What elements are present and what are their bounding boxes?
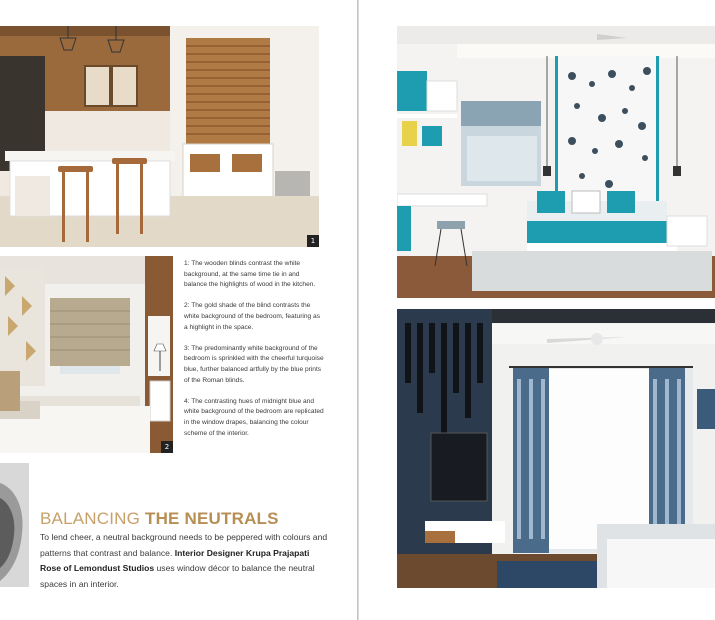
photo-captions <box>184 259 324 450</box>
heading-bold-part: THE NEUTRALS <box>145 509 279 528</box>
intro-text-1: To lend cheer, a neutral background needs to be peppered with colours and patterns that contrast and balance. <box>40 532 328 558</box>
caption-4: 4: The contrasting hues of midnight blue and white background of the bedroom are replicated in the window drapes, balancing the colour scheme of the interior. <box>184 397 324 437</box>
partial-portrait-photo <box>0 463 29 587</box>
turquoise-bedroom-photo <box>397 26 715 298</box>
intro-designer-credit: Interior Designer Krupa Prajapati Rose of Lemondust Studios <box>40 547 310 573</box>
gold-blind-bedroom-photo <box>0 256 173 453</box>
caption-2: 2: The gold shade of the blind contrasts the white background of the bedroom, featuring as a highlight in the space. <box>184 302 320 331</box>
turquoise-bedroom-illustration <box>397 26 715 298</box>
article-heading <box>40 509 279 529</box>
photo-number-badge: 2 <box>161 441 173 453</box>
caption-1: 1: The wooden blinds contrast the white background, at the same time tie in and balance the highlights of wood in the kitchen. <box>184 260 316 289</box>
kitchen-photo <box>0 26 319 247</box>
kitchen-illustration <box>0 26 319 247</box>
midnight-blue-bedroom-illustration <box>397 309 715 588</box>
caption-3: 3: The predominantly white background of the bedroom is sprinkled with the cheerful turquoise blue, further balanced artfully by the blue prints of the Roman blinds. <box>184 344 324 384</box>
photo-number-badge: 1 <box>307 235 319 247</box>
page-gutter <box>357 0 359 620</box>
intro-text-2: uses window décor to balance the neutral spaces in an interior. <box>40 563 315 589</box>
heading-light-part: BALANCING <box>40 509 141 528</box>
intro-paragraph <box>40 530 330 592</box>
midnight-blue-bedroom-photo <box>397 309 715 588</box>
gold-bedroom-illustration <box>0 256 173 453</box>
partial-portrait-illustration <box>0 463 29 587</box>
